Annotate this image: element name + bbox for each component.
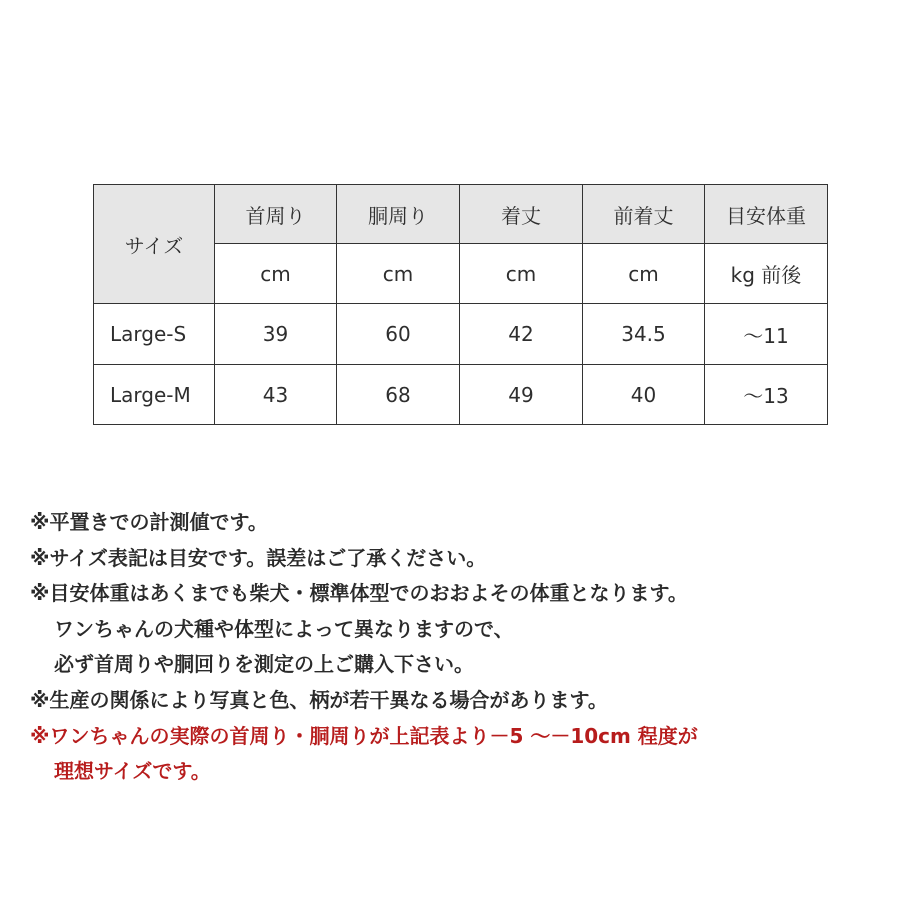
note-size-guide: ※サイズ表記は目安です。誤差はご了承ください。 [30, 545, 487, 570]
table-row [94, 304, 828, 365]
cell-weight: ～11 [705, 304, 828, 365]
size-header-cell: サイズ [94, 185, 215, 304]
row-size-label: Large-S [94, 304, 215, 365]
cell-front-length: 34.5 [583, 304, 705, 365]
note-ideal-size-cont: 理想サイズです。 [54, 759, 211, 784]
cell-length: 49 [460, 365, 583, 425]
cell-weight: ～13 [705, 365, 828, 425]
note-weight-guide-cont: ワンちゃんの犬種や体型によって異なりますので、 [54, 616, 514, 641]
note-measure-before-purchase: 必ず首周りや胴回りを測定の上ご購入下さい。 [54, 652, 474, 677]
cell-length: 42 [460, 304, 583, 365]
header-length: 着丈 [460, 185, 583, 244]
unit-length: cm [460, 244, 583, 304]
header-weight: 目安体重 [705, 185, 828, 244]
unit-chest: cm [337, 244, 460, 304]
header-front-length: 前着丈 [583, 185, 705, 244]
size-table [93, 184, 828, 425]
row-size-label: Large-M [94, 365, 215, 425]
cell-chest: 60 [337, 304, 460, 365]
header-row [94, 185, 828, 244]
note-ideal-size: ※ワンちゃんの実際の首周り・胴周りが上記表より－5 ～－10cm 程度が [30, 723, 698, 748]
unit-weight: kg 前後 [705, 244, 828, 304]
cell-neck: 39 [215, 304, 337, 365]
note-weight-guide: ※目安体重はあくまでも柴犬・標準体型でのおおよその体重となります。 [30, 581, 688, 606]
header-chest: 胴周り [337, 185, 460, 244]
cell-front-length: 40 [583, 365, 705, 425]
notes-list [30, 505, 910, 790]
unit-neck: cm [215, 244, 337, 304]
note-measurement: ※平置きでの計測値です。 [30, 510, 268, 534]
table-row [94, 365, 828, 425]
note-production-variance: ※生産の関係により写真と色、柄が若干異なる場合があります。 [30, 687, 608, 712]
cell-chest: 68 [337, 365, 460, 425]
unit-front-length: cm [583, 244, 705, 304]
cell-neck: 43 [215, 365, 337, 425]
header-neck: 首周り [215, 185, 337, 244]
